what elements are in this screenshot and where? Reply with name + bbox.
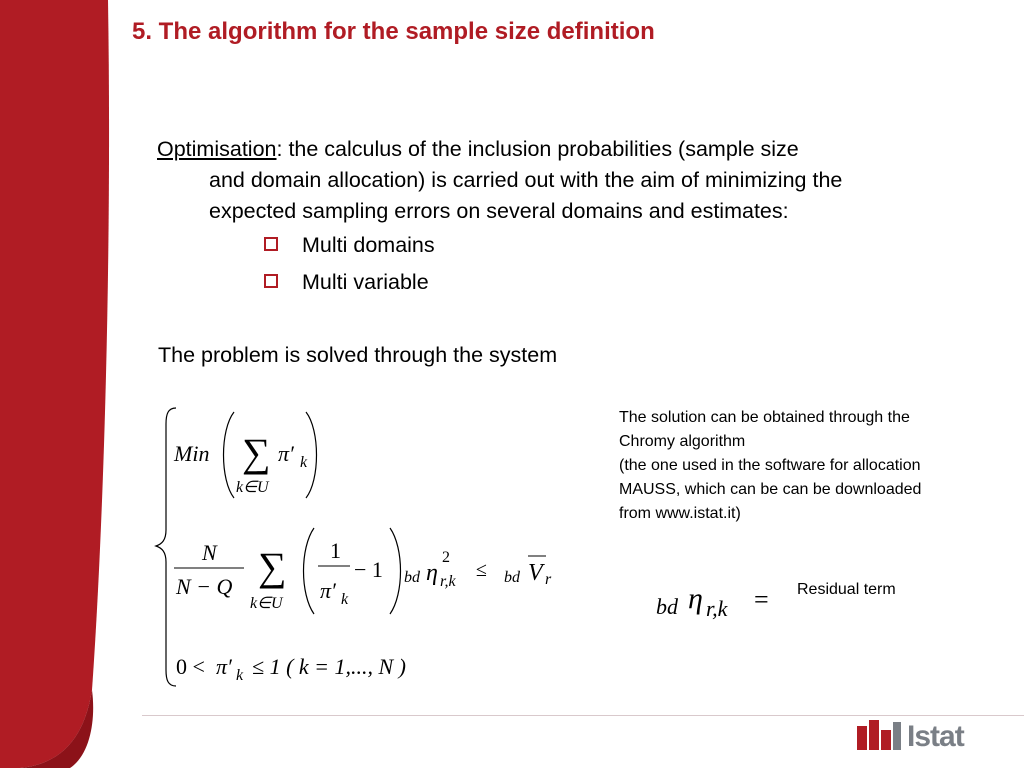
inner-numerator-one: 1 — [330, 538, 341, 563]
fraction-numerator-n: N — [202, 540, 217, 565]
residual-term-label: Residual term — [797, 581, 896, 598]
bullet-label: Multi variable — [302, 270, 429, 294]
less-equal: ≤ — [476, 559, 487, 581]
eta-subscript: r,k — [440, 573, 456, 590]
sum-symbol: ∑ — [258, 544, 287, 589]
footer-divider — [142, 715, 1024, 716]
inner-denominator-pi: π′ — [320, 578, 336, 603]
constraint-right: ≤ 1 ( k = 1,..., N ) — [252, 654, 407, 679]
note-line: from www.istat.it) — [619, 505, 741, 522]
inner-denominator-k: k — [341, 591, 349, 608]
paren-right — [306, 412, 317, 498]
eta-symbol: η — [426, 560, 438, 586]
istat-logo-icon — [857, 718, 903, 752]
intro-line-3: expected sampling errors on several domains and estimates: — [209, 199, 789, 223]
system-brace — [156, 408, 176, 686]
bd-label: bd — [656, 594, 678, 619]
bullet-square-icon — [264, 274, 278, 288]
v-symbol: V — [528, 560, 543, 586]
bd-label: bd — [404, 569, 420, 586]
intro-paragraph — [157, 134, 977, 227]
bullet-item — [264, 233, 435, 258]
eta-superscript: 2 — [442, 549, 450, 566]
optimization-system-formula — [150, 400, 580, 700]
sum-subscript: k∈U — [236, 479, 269, 496]
note-line: (the one used in the software for allocation — [619, 457, 921, 474]
minus-one: − 1 — [354, 557, 383, 582]
pi-prime: π′ — [278, 441, 294, 466]
eta-symbol: η — [688, 582, 703, 615]
left-decorative-band — [0, 0, 112, 768]
sum-subscript: k∈U — [250, 595, 283, 612]
note-line: MAUSS, which can be can be downloaded — [619, 481, 922, 498]
intro-line-1 — [157, 134, 977, 165]
min-label: Min — [174, 441, 210, 466]
bullet-square-icon — [264, 237, 278, 251]
problem-statement: The problem is solved through the system — [158, 343, 558, 367]
sum-symbol: ∑ — [242, 430, 271, 475]
constraint-pi: π′ — [216, 654, 232, 679]
optimisation-term: Optimisation — [157, 137, 277, 161]
v-subscript: r — [545, 571, 552, 588]
bd-label: bd — [504, 569, 520, 586]
intro-line-2: and domain allocation) is carried out with the aim of minimizing the — [209, 168, 843, 192]
constraint-k: k — [236, 667, 244, 684]
residual-formula — [650, 578, 790, 628]
note-line: The solution can be obtained through the — [619, 409, 910, 426]
solution-note — [619, 406, 1019, 526]
paren-right — [390, 528, 401, 614]
constraint-left: 0 < — [176, 654, 205, 679]
note-line: Chromy algorithm — [619, 433, 746, 450]
pi-subscript-k: k — [300, 454, 308, 471]
paren-left — [224, 412, 235, 498]
equals-sign: = — [754, 585, 769, 614]
eta-subscript: r,k — [706, 596, 728, 621]
fraction-denominator: N − Q — [176, 574, 233, 599]
paren-left — [304, 528, 315, 614]
bullet-label: Multi domains — [302, 233, 435, 257]
intro-line-1-rest: : the calculus of the inclusion probabilities (sample size — [276, 137, 799, 161]
istat-logo-text: Istat — [907, 720, 964, 753]
slide-title: 5. The algorithm for the sample size definition — [132, 18, 655, 45]
bullet-item — [264, 270, 429, 295]
